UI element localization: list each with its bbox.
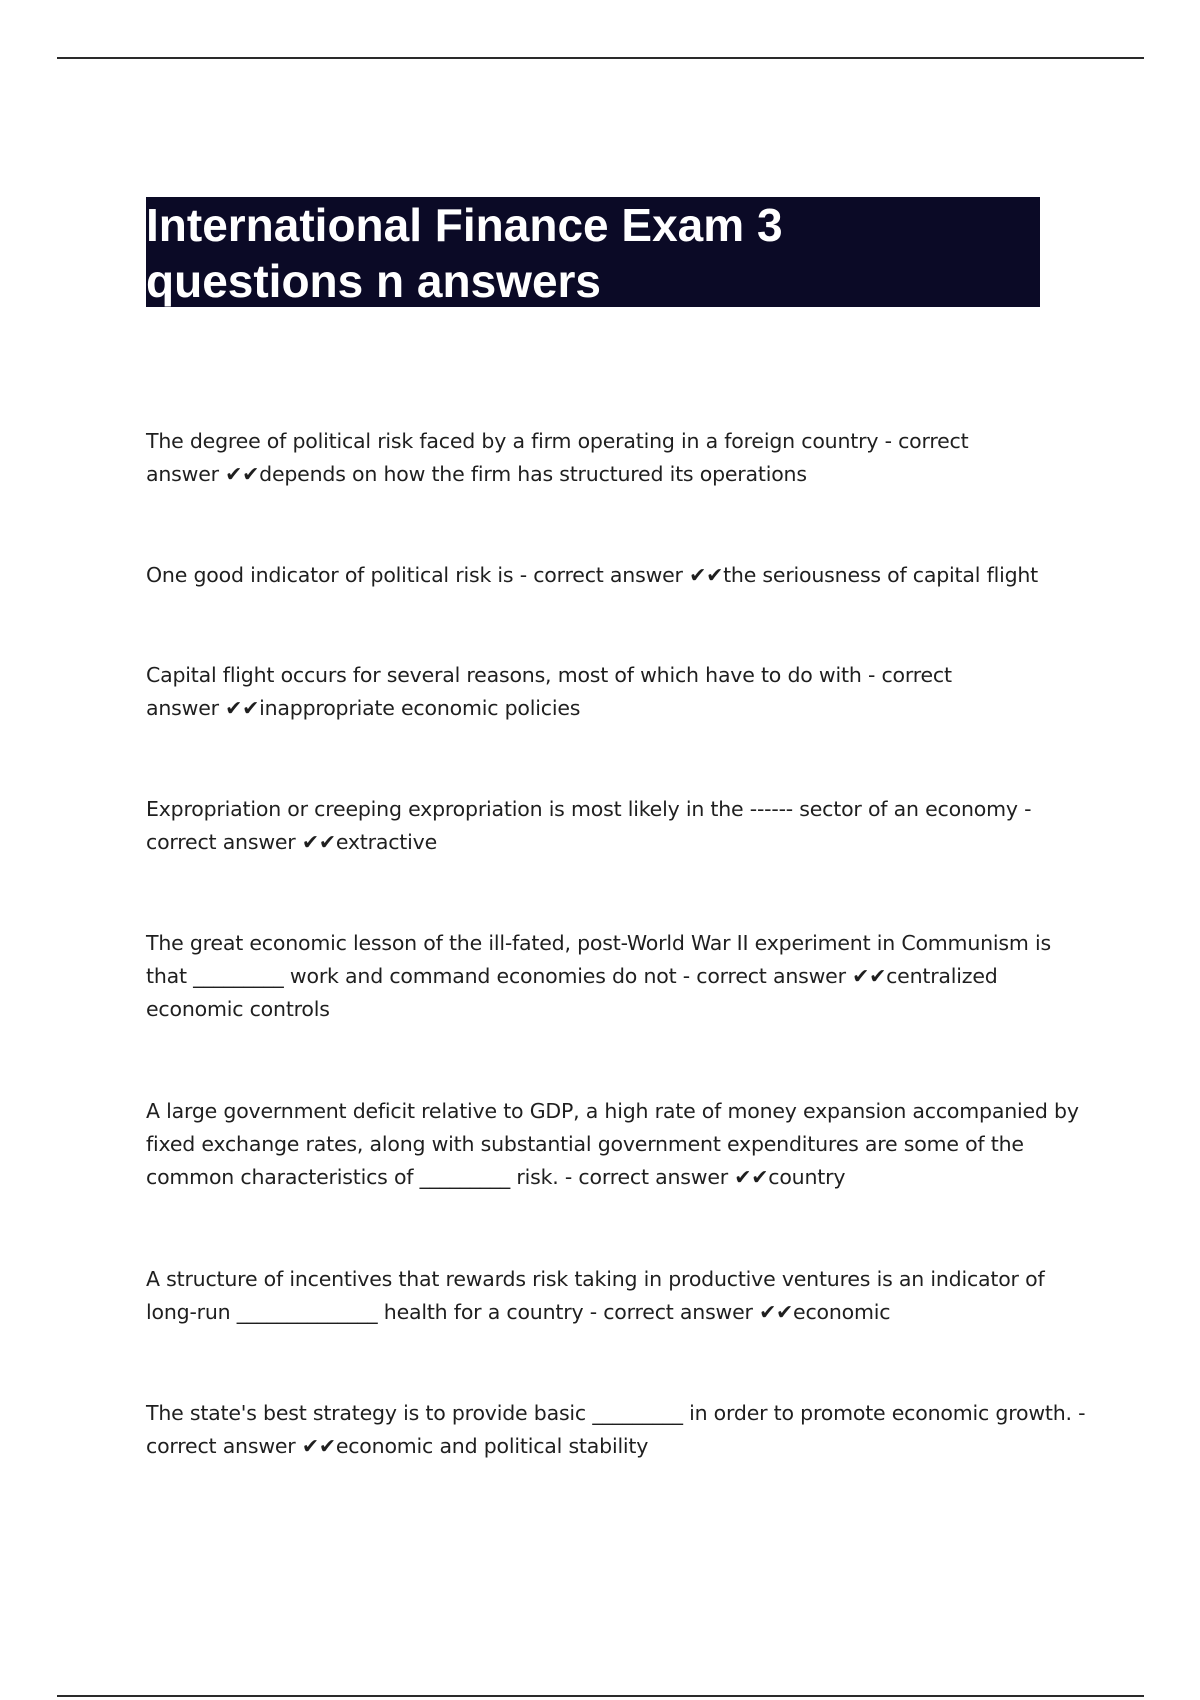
qa-item-4 (146, 793, 1086, 859)
separator-text: - correct answer (146, 796, 1032, 854)
check-mark-icon: ✔✔ (225, 461, 260, 486)
separator-text: - correct answer (558, 1164, 735, 1189)
question-text: A structure of incentives that rewards risk taking in productive ventures is an indicator of long-run ______________ health for a country (146, 1266, 1045, 1324)
qa-item-6 (146, 1095, 1086, 1194)
check-mark-icon: ✔✔ (852, 963, 887, 988)
separator-text: - correct answer (513, 562, 690, 587)
question-text: A large government deficit relative to GDP, a high rate of money expansion accompanied by fixed exchange rates, along with substantial government expenditures are some of the common characteristics of _________ risk. (146, 1098, 1079, 1189)
answer-text: extractive (335, 829, 437, 854)
question-text: The great economic lesson of the ill-fated, post-World War II experiment in Communism is that _________ work and command economies do not (146, 930, 1051, 988)
qa-item-8 (146, 1397, 1086, 1463)
check-mark-icon: ✔✔ (301, 1433, 336, 1458)
qa-item-2 (146, 559, 1086, 592)
answer-text: centralized economic controls (146, 963, 998, 1021)
separator-text: - correct answer (583, 1299, 760, 1324)
answer-text: economic and political stability (335, 1433, 649, 1458)
separator-text: - correct answer (146, 428, 969, 486)
check-mark-icon: ✔✔ (759, 1299, 794, 1324)
answer-text: country (768, 1164, 846, 1189)
answer-text: depends on how the firm has structured its operations (259, 461, 807, 486)
check-mark-icon: ✔✔ (734, 1164, 769, 1189)
answer-text: economic (793, 1299, 891, 1324)
check-mark-icon: ✔✔ (301, 829, 336, 854)
check-mark-icon: ✔✔ (689, 562, 724, 587)
question-text: The degree of political risk faced by a firm operating in a foreign country (146, 428, 879, 453)
top-rule (57, 57, 1144, 59)
question-text: One good indicator of political risk is (146, 562, 514, 587)
document-title: International Finance Exam 3 questions n answers (146, 199, 783, 307)
separator-text: - correct answer (146, 1400, 1086, 1458)
qa-item-3 (146, 659, 1026, 725)
question-text: The state's best strategy is to provide basic _________ in order to promote economic growth. (146, 1400, 1072, 1425)
question-text: Capital flight occurs for several reasons, most of which have to do with (146, 662, 862, 687)
qa-item-5 (146, 927, 1086, 1026)
separator-text: - correct answer (676, 963, 853, 988)
title-banner (146, 197, 1040, 307)
check-mark-icon: ✔✔ (225, 695, 260, 720)
separator-text: - correct answer (146, 662, 952, 720)
answer-text: inappropriate economic policies (259, 695, 581, 720)
bottom-rule (57, 1695, 1144, 1697)
question-text: Expropriation or creeping expropriation is most likely in the ------ sector of an economy (146, 796, 1018, 821)
qa-item-7 (146, 1263, 1086, 1329)
answer-text: the seriousness of capital flight (723, 562, 1039, 587)
qa-item-1 (146, 425, 1026, 491)
